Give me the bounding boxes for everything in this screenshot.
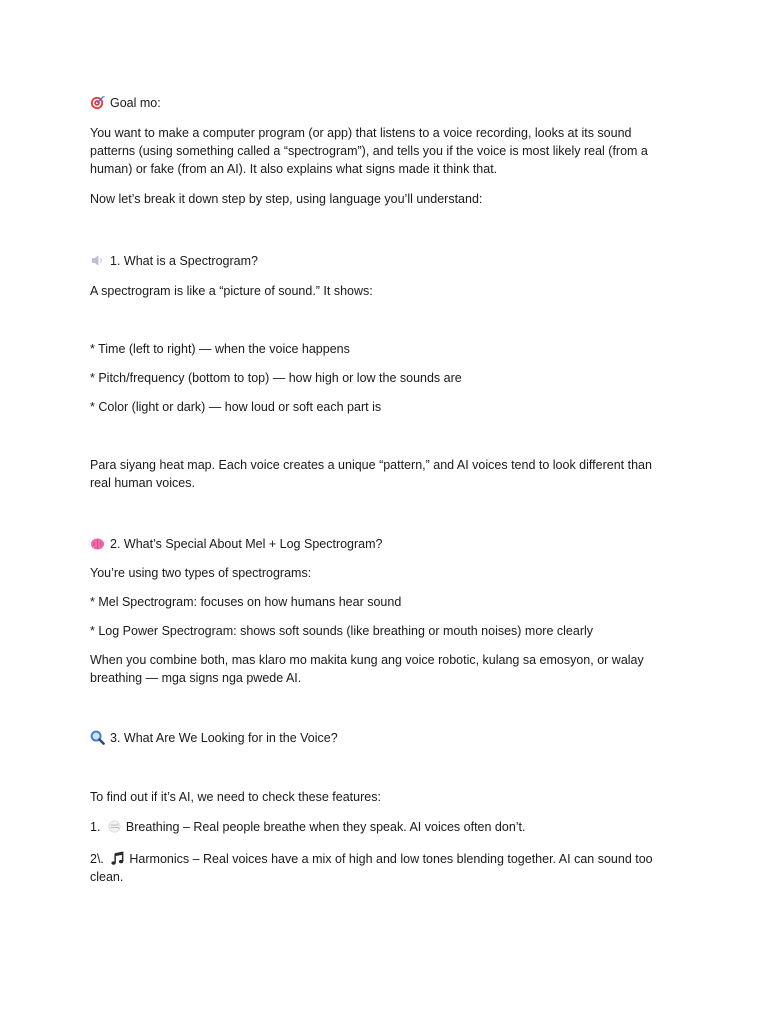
section-1-heading: 1. What is a Spectrogram?	[90, 252, 670, 270]
list-item: 1. Breathing – Real people breathe when they speak. AI voices often don’t.	[90, 820, 526, 834]
section-3-heading: 3. What Are We Looking for in the Voice?	[90, 729, 670, 747]
list-item: * Pitch/frequency (bottom to top) — how high or low the sounds are	[90, 371, 462, 385]
intro-paragraph: Now let’s break it down step by step, using language you’ll understand:	[90, 192, 483, 206]
target-icon	[90, 95, 105, 110]
spectrogram-outro: Para siyang heat map. Each voice creates a unique “pattern,” and AI voices tend to look different than real human voices.	[90, 458, 652, 490]
wind-icon	[107, 819, 122, 834]
list-item: * Color (light or dark) — how loud or soft each part is	[90, 400, 382, 414]
spectrogram-intro: A spectrogram is like a “picture of sound.” It shows:	[90, 284, 373, 298]
list-item: * Time (left to right) — when the voice happens	[90, 342, 350, 356]
brain-icon	[90, 536, 105, 551]
goal-heading: Goal mo:	[90, 94, 670, 112]
features-intro: To find out if it’s AI, we need to check these features:	[90, 790, 381, 804]
list-item: * Log Power Spectrogram: shows soft sounds (like breathing or mouth noises) more clearly	[90, 624, 594, 638]
section-2-heading: 2. What’s Special About Mel + Log Spectrogram?	[90, 535, 670, 553]
mel-log-intro: You’re using two types of spectrograms:	[90, 566, 312, 580]
music-note-icon	[110, 851, 125, 866]
goal-paragraph: You want to make a computer program (or app) that listens to a voice recording, looks at its sound patterns (using something called a “spectrogram”), and tells you if the voice is most likely real (from a human) or fake (from an AI). It also explains what signs made it think that.	[90, 126, 648, 176]
speaker-icon	[90, 253, 105, 268]
magnifier-icon	[90, 730, 105, 745]
list-item: * Mel Spectrogram: focuses on how humans hear sound	[90, 595, 402, 609]
mel-log-outro: When you combine both, mas klaro mo makita kung ang voice robotic, kulang sa emosyon, or walay breathing — mga signs nga pwede AI.	[90, 653, 644, 685]
list-item: 2\. Harmonics – Real voices have a mix of high and low tones blending together. AI can sound too clean.	[90, 852, 653, 884]
